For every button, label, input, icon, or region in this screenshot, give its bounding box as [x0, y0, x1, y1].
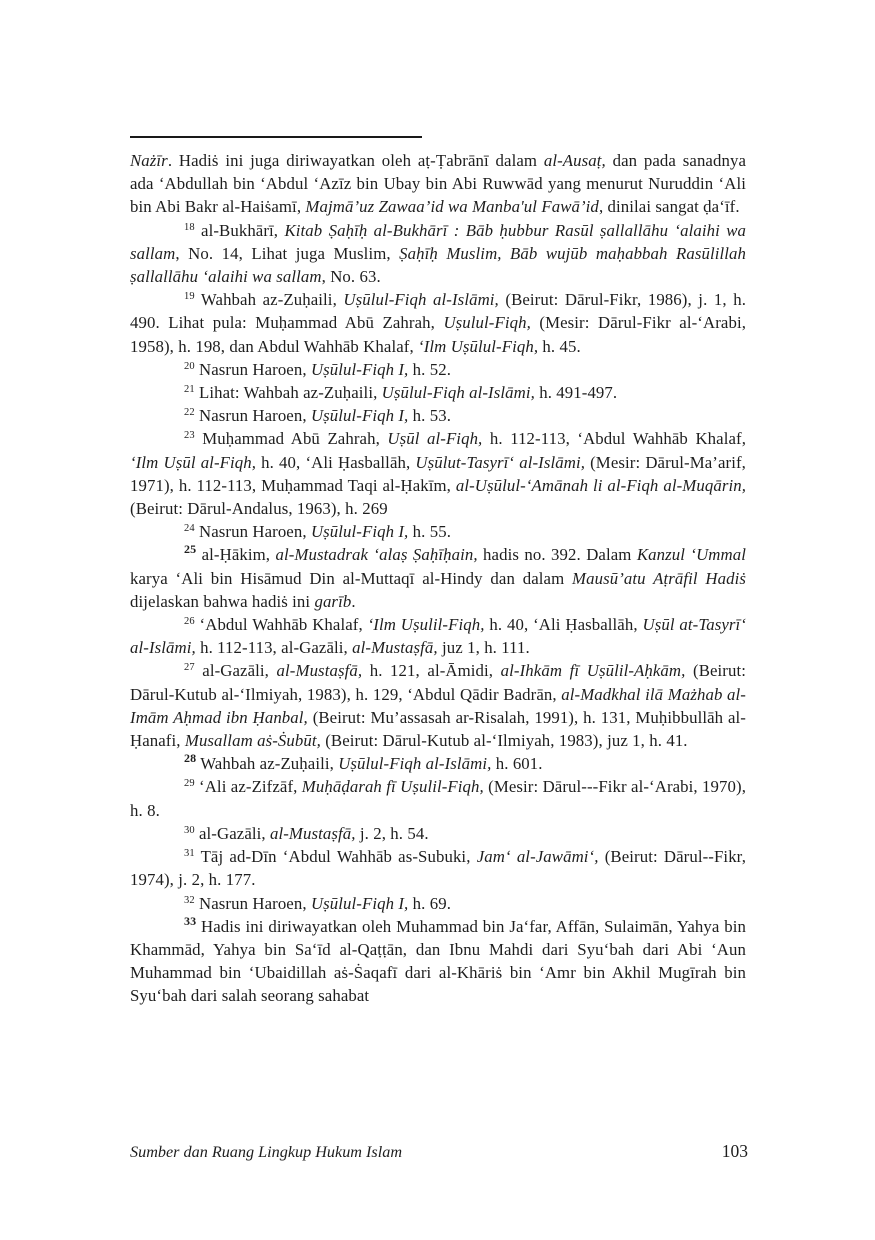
footnote-19	[130, 288, 746, 358]
footnote-text: dijelaskan bahwa hadiṡ ini	[130, 591, 315, 611]
footnote-30	[130, 822, 746, 845]
cited-title: Mausū’atu Aṭrāfil Hadiṡ	[572, 568, 747, 588]
cited-title: Jam‘ al-Jawāmi‘,	[476, 847, 599, 867]
cited-title: al-Mustaṣfā,	[352, 638, 438, 658]
footnote-text: ‘Ali az-Zifzāf,	[194, 777, 302, 797]
footnote-text: j. 2, h. 54.	[355, 823, 429, 843]
footnote-text: h. 601.	[491, 754, 543, 774]
cited-title: Uṣūlul-Fiqh I,	[310, 406, 409, 426]
footnote-text: (Beirut: Dārul-Fikr, 1986), j. 1, h. 490. Lihat pula: Muḥammad Abū Zahrah,	[130, 290, 746, 333]
footnote-text: (Mesir: Dārul-Fikr al-‘Arabi, 1958), h. 198, dan Abdul Wahhāb Khalaf,	[130, 313, 746, 356]
cited-title: al-Madkhal ilā Mażhab al-Imām Aḥmad ibn Ḥanbal,	[130, 684, 746, 727]
footnote-text: (Beirut: Dārul-Andalus, 1963), h. 269	[130, 499, 388, 519]
footnote-text: h. 491-497.	[534, 383, 618, 403]
footnote-text: , dinilai sangat ḍa‘īf.	[598, 197, 740, 217]
footnote-text: h. 52.	[408, 359, 452, 379]
cited-title: garīb	[314, 591, 352, 611]
footnote-text: Hadis ini diriwayatkan oleh Muhammad bin Ja‘far, Affān, Sulaimān, Yahya bin Khammād, Yahya bin Sa‘īd al-Qaṭṭān, dan Ibnu Mahdi dari Syu‘bah dari Abi ‘Aun Muhammad bin ‘Ubaidillah aṡ-Ṡaqafī dari al-Khāriṡ bin ‘Amr bin Akhil Mugīrah bin Syu‘bah dari salah seorang sahabat	[130, 916, 746, 1006]
footnote-text: h. 45.	[538, 336, 581, 356]
footnote-text: . Hadiṡ ini juga diriwayatkan oleh aṭ-Ṭabrānī dalam	[167, 151, 544, 170]
footnote-separator-rule	[130, 136, 422, 138]
footnote-number: 27	[184, 662, 195, 674]
cited-title: Uṣūl al-Fiqh,	[387, 429, 483, 449]
cited-title: al-Ihkām fī Uṣūlil-Aḥkām,	[500, 661, 686, 681]
footnote-text: h. 53.	[408, 406, 452, 426]
footnote-number: 25	[184, 542, 197, 557]
cited-title: Uṣūlul-Fiqh al-Islāmi,	[381, 383, 535, 403]
footnote-28	[130, 752, 746, 775]
footnote-29	[130, 775, 746, 821]
footnote-23	[130, 427, 746, 520]
footnote-20	[130, 358, 746, 381]
footnote-text: al-Gazāli,	[194, 661, 277, 681]
footnote-32	[130, 892, 746, 915]
footnote-26	[130, 613, 746, 659]
cited-title: Ṣaḥīḥ Muslim, Bāb wujūb maḥabbah Rasūlillah ṣallallāhu ‘alaihi wa sallam	[130, 243, 747, 287]
footnote-18	[130, 219, 746, 289]
footnote-number: 30	[184, 824, 195, 836]
footnote-text: Nasrun Haroen,	[194, 406, 311, 426]
footnote-text: karya ‘Ali bin Hisāmud Din al-Muttaqī al-Hindy dan dalam	[130, 568, 573, 588]
footnote-text: Tāj ad-Dīn ‘Abdul Wahhāb as-Subuki,	[194, 847, 477, 867]
footnote-text: Nasrun Haroen,	[194, 522, 311, 542]
footnote-number: 20	[184, 360, 195, 372]
footnote-number: 31	[184, 848, 195, 860]
cited-title: Uṣūlul-Fiqh al-Islāmi,	[343, 290, 499, 310]
cited-title: Uṣūlut-Tasyrī‘ al-Islāmi,	[415, 452, 585, 472]
footnotes-block	[130, 149, 746, 1008]
footnotes-section	[130, 136, 746, 1008]
footnote-text: Nasrun Haroen,	[194, 359, 311, 379]
cited-title: al-Mustaṣfā,	[276, 661, 363, 681]
footnote-text: , No. 14, Lihat juga Muslim,	[175, 243, 400, 263]
footnote-text: h. 40, ‘Ali Ḥasballāh,	[256, 452, 416, 472]
footnote-number: 28	[184, 751, 197, 766]
footnote-text: Muḥammad Abū Zahrah,	[194, 429, 388, 449]
cited-title: Kanzul ‘Ummal	[636, 545, 746, 565]
footnote-text: h. 112-113, ‘Abdul Wahhāb Khalaf,	[482, 429, 747, 449]
cited-title: Nażīr	[130, 151, 168, 170]
footnote-31	[130, 845, 746, 891]
footnote-text: (Mesir: Dārul---Fikr al-‘Arabi, 1970), h. 8.	[130, 777, 746, 820]
cited-title: Uṣūlul-Fiqh I,	[310, 359, 409, 379]
page-number: 103	[721, 1141, 748, 1161]
footnote-number: 22	[184, 407, 195, 419]
footnote-text: Wahbah az-Zuḥaili,	[196, 754, 339, 774]
footnote-text: .	[351, 591, 356, 611]
cited-title: Uṣūlul-Fiqh al-Islāmi,	[338, 754, 492, 774]
footnote-text: (Beirut: Mu’assasah ar-Risalah, 1991), h. 131, Muḥibbullāh al-Ḥanafi,	[130, 707, 746, 751]
cited-title: ‘Ilm Uṣulil-Fiqh,	[367, 615, 485, 635]
footnote-number: 21	[184, 384, 195, 396]
footnote-number: 29	[184, 778, 195, 790]
cited-title: al-Ausaṭ,	[543, 151, 606, 170]
footnote-text: , No. 63.	[321, 267, 381, 287]
footnote-number: 19	[184, 291, 195, 303]
footnote-33	[130, 915, 746, 1008]
footnote-number: 24	[184, 523, 195, 535]
cited-title: Musallam aṡ-Ṡubūt,	[184, 731, 321, 751]
footnote-number: 18	[184, 221, 195, 233]
footnote-text: h. 121, al-Āmidi,	[362, 661, 501, 681]
cited-title: al-Mustadrak ‘alaṣ Ṣaḥīḥain,	[275, 545, 478, 565]
cited-title: ‘Ilm Uṣūlul-Fiqh,	[418, 336, 539, 356]
footnote-text: (Mesir: Dārul-Ma’arif, 1971), h. 112-113, Muḥammad Taqi al-Ḥakīm,	[130, 452, 746, 495]
footnote-text: (Beirut: Dārul--Fikr, 1974), j. 2, h. 177.	[130, 847, 746, 890]
footnote-text: Nasrun Haroen,	[194, 893, 311, 913]
footnote-text: Lihat: Wahbah az-Zuḥaili,	[194, 383, 382, 403]
footnote-number: 33	[184, 913, 197, 928]
footnote-24	[130, 520, 746, 543]
cited-title: ‘Ilm Uṣūl al-Fiqh,	[130, 452, 257, 472]
cited-title: al-Mustaṣfā,	[269, 823, 356, 843]
footnote-22	[130, 404, 746, 427]
cited-title: Uṣūlul-Fiqh I,	[310, 893, 409, 913]
footnote-number: 23	[184, 430, 195, 442]
footnote-text: al-Bukhārī,	[194, 220, 285, 240]
cited-title: al-Uṣūlul-‘Amānah li al-Fiqh al-Muqārin,	[455, 475, 746, 495]
page-footer	[130, 1141, 748, 1162]
footnote-text: (Beirut: Dārul-Kutub al-‘Ilmiyah, 1983), juz 1, h. 41.	[320, 731, 688, 751]
footnote-27	[130, 659, 746, 752]
footnote-text: h. 112-113, al-Gazāli,	[195, 638, 353, 658]
footnote-number: 26	[184, 616, 195, 628]
cited-title: Majmā’uz Zawaa’id wa Manba'ul Fawā’id	[305, 197, 599, 217]
footnote-text: ‘Abdul Wahhāb Khalaf,	[194, 615, 368, 635]
cited-title: Kitab Ṣaḥīḥ al-Bukhārī : Bāb ḥubbur Rasūl ṣallallāhu ‘alaihi wa sallam	[130, 220, 746, 263]
footnote-21	[130, 381, 746, 404]
footnote-text: dan pada sanadnya ada ‘Abdullah bin ‘Abdul ‘Azīz bin Ubay bin Abi Ruwwād yang menurut Nuruddin ‘Ali bin Abi Bakr al-Haiṡamī,	[130, 151, 746, 217]
footnote-17-continuation	[130, 149, 746, 219]
footnote-text: hadis no. 392. Dalam	[477, 545, 637, 565]
cited-title: Uṣulul-Fiqh,	[443, 313, 531, 333]
cited-title: Muḥāḍarah fī Uṣulil-Fiqh,	[301, 777, 484, 797]
footnote-text: Wahbah az-Zuḥaili,	[194, 290, 344, 310]
cited-title: Uṣūlul-Fiqh I,	[310, 522, 409, 542]
footnote-text: h. 69.	[408, 893, 452, 913]
footnote-25	[130, 543, 746, 613]
footnote-text: al-Ḥākim,	[196, 545, 276, 565]
footnote-text: al-Gazāli,	[194, 823, 270, 843]
footnote-text: h. 55.	[408, 522, 452, 542]
footnote-text: juz 1, h. 111.	[437, 638, 530, 658]
cited-title: Uṣūl at-Tasyrī‘ al-Islāmi,	[130, 615, 747, 658]
footnote-number: 32	[184, 894, 195, 906]
footnote-text: h. 40, ‘Ali Ḥasballāh,	[484, 615, 643, 635]
footnote-text: (Beirut: Dārul-Kutub al-‘Ilmiyah, 1983), h. 129, ‘Abdul Qādir Badrān,	[130, 661, 747, 704]
running-footer-book-title: Sumber dan Ruang Lingkup Hukum Islam	[130, 1143, 403, 1161]
